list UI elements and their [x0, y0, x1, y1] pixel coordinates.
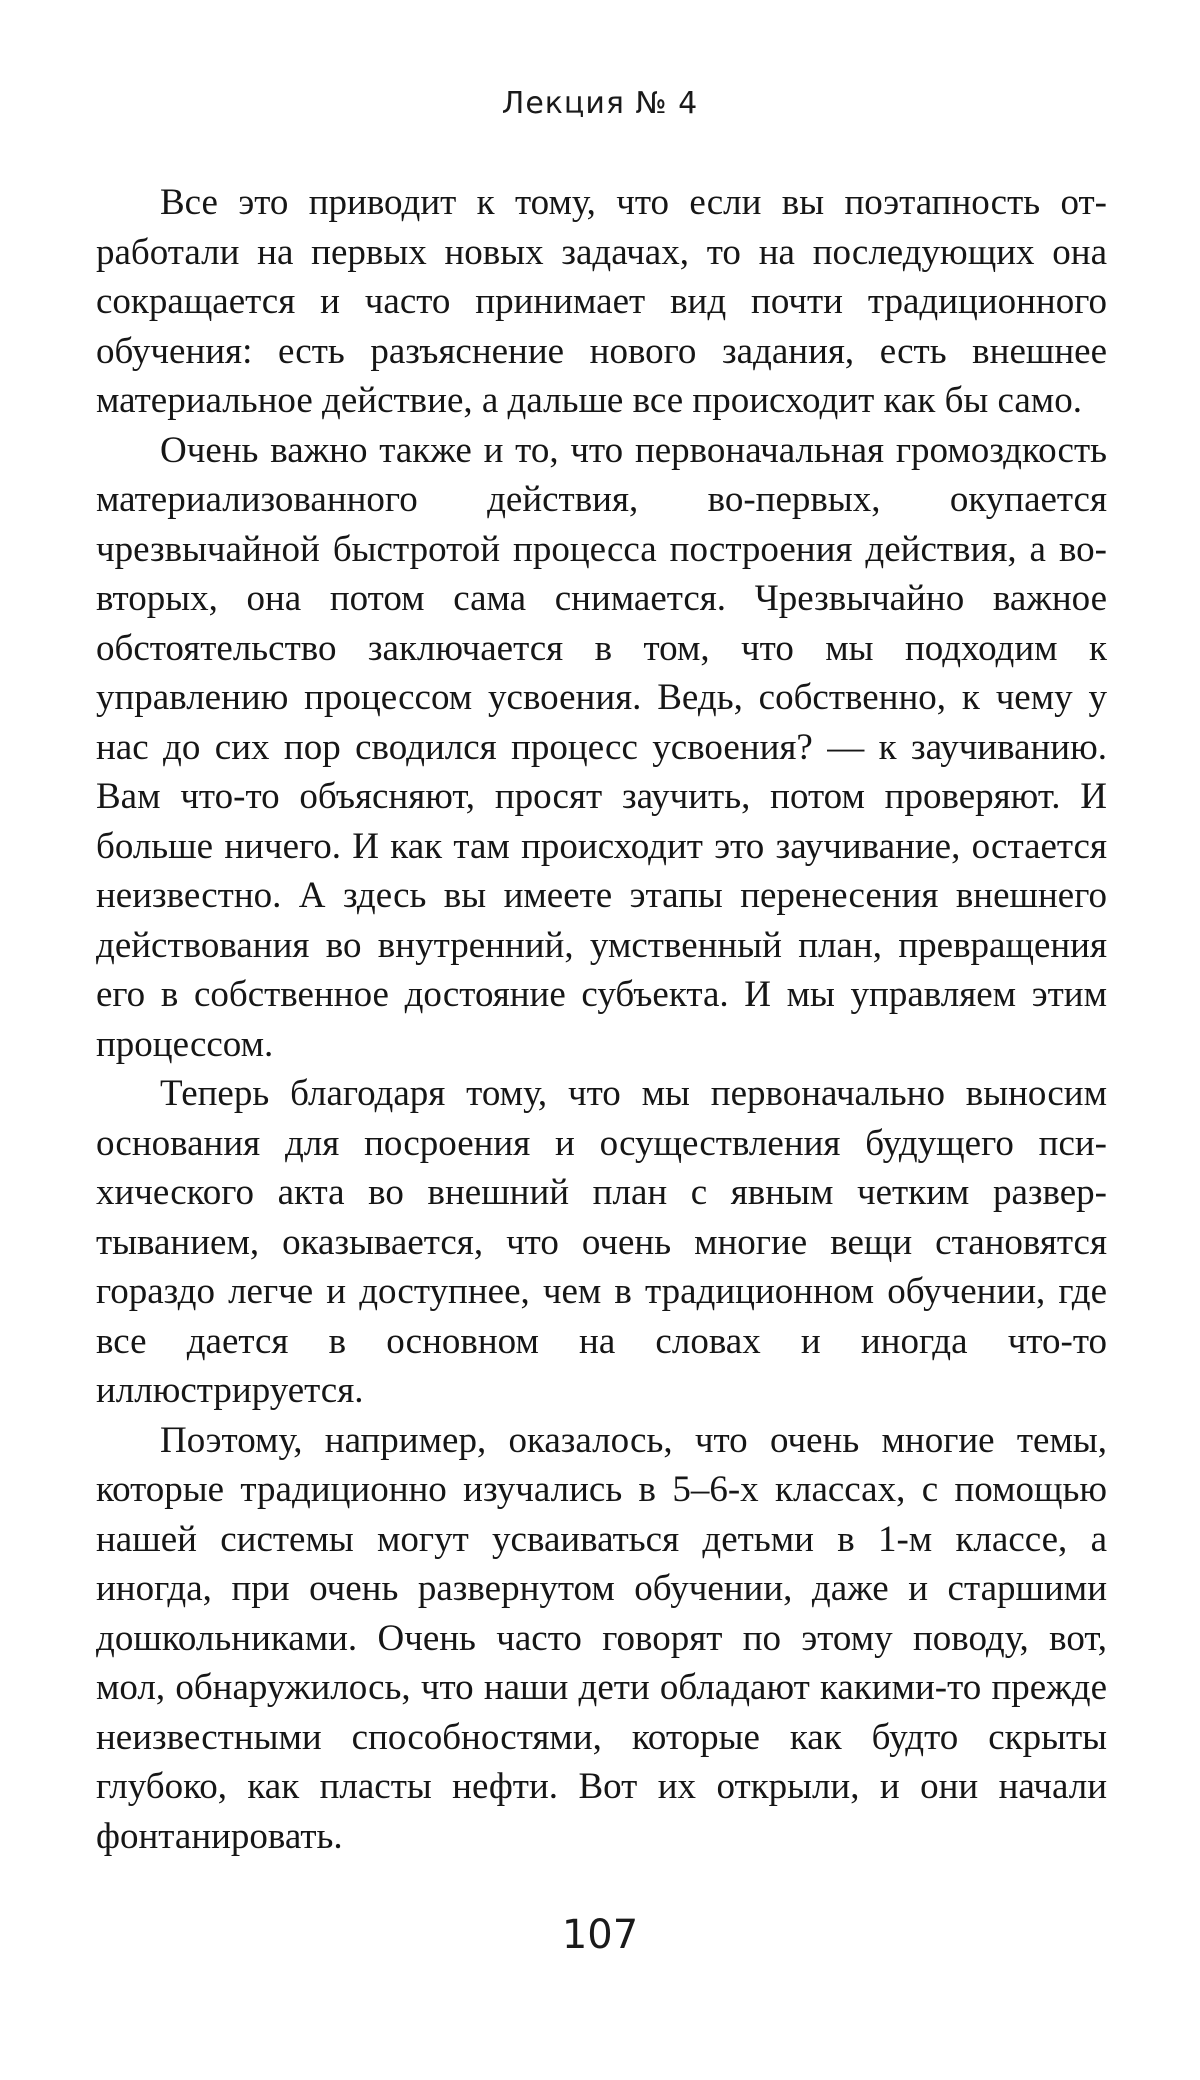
paragraph-2: Очень важно также и то, что первоначальная громоздкость материализованного действия, во-первых, окупается чрезвычайной быстротой процесса построения действия, а во-вторых, она потом сама снимается. Чрезвычайно важное обстоятельство заключается в том, что мы подходим к управлению процессом усвоения. Ведь, собственно, к чему у нас до сих пор сводился процесс усвоения? — к заучиванию. Вам что-то объясняют, просят заучить, потом проверяют. И больше ничего. И как там происходит это заучивание, остается неизвестно. А здесь вы имеете этапы перенесения внешнего действования во внутренний, умственный план, превращения его в собственное достояние субъекта. И мы управляем этим процессом.	[96, 429, 1107, 1065]
page-number: 107	[561, 1912, 639, 1958]
paragraph-1: Все это приводит к тому, что если вы поэтапность отработали на первых новых задачах, то на последующих она сокращается и часто принимает вид почти традиционного обучения: есть разъяснение нового задания, есть внешнее материальное действие, а дальше все происходит как бы само.	[96, 182, 1107, 421]
running-header: Лекция № 4	[501, 86, 699, 121]
paragraph-3: Теперь благодаря тому, что мы первоначально выносим основания для посроения и осуществления будущего психического акта во внешний план с явным четким развертыванием, оказывается, что очень многие вещи становятся гораздо легче и доступнее, чем в традиционном обучении, где все дается в основном на словах и иногда что-то иллюстрируется.	[96, 1073, 1107, 1411]
paragraph-4: Поэтому, например, оказалось, что очень многие темы, которые традиционно изучались в 5–6-х классах, с помощью нашей системы могут усваиваться детьми в 1-м классе, а иногда, при очень развернутом обучении, даже и старшими дошкольниками. Очень часто говорят по этому поводу, вот, мол, обнаружилось, что наши дети обладают какими-то прежде неизвестными способностями, которые как будто скрыты глубоко, как пласты нефти. Вот их открыли, и они начали фонтанировать.	[96, 1419, 1107, 1857]
body-text	[96, 178, 1107, 1861]
